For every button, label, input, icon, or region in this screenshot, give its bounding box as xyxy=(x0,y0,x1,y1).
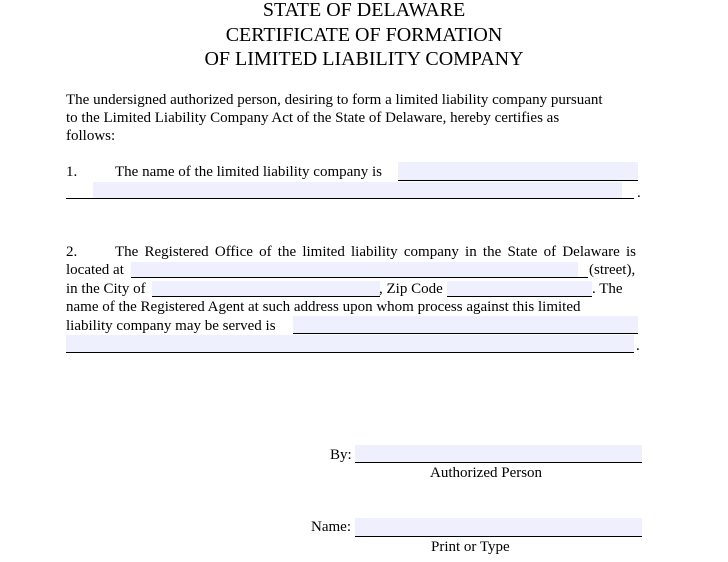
registered-agent-field-2[interactable] xyxy=(66,335,634,352)
city-label: in the City of xyxy=(66,281,146,297)
company-name-field-2[interactable] xyxy=(93,182,622,198)
item1-period: . xyxy=(637,185,641,201)
underline xyxy=(355,536,642,537)
item1-number: 1. xyxy=(66,164,78,180)
authorized-person-field[interactable] xyxy=(355,445,642,463)
street-field[interactable] xyxy=(131,262,578,278)
registered-agent-field[interactable] xyxy=(293,316,638,334)
item2-line4: name of the Registered Agent at such address upon whom process against this limited xyxy=(66,299,581,315)
title-line-3: OF LIMITED LIABILITY COMPANY xyxy=(204,48,524,70)
street-suffix: (street), xyxy=(589,262,636,278)
city-field[interactable] xyxy=(152,281,380,297)
located-at-label: located at xyxy=(66,262,124,278)
print-or-type-caption: Print or Type xyxy=(431,539,510,555)
underline xyxy=(131,277,588,278)
the-text: . The xyxy=(592,281,623,297)
item2-number: 2. xyxy=(66,244,78,260)
underline xyxy=(398,180,638,181)
item1-text: The name of the limited liability company is xyxy=(115,164,383,180)
zip-code-field[interactable] xyxy=(447,281,592,297)
item2-line5: liability company may be served is xyxy=(66,318,276,334)
intro-line-1: The undersigned authorized person, desiring to form a limited liability company pursuant xyxy=(66,92,603,108)
underline xyxy=(152,296,380,297)
item2-period: . xyxy=(636,338,640,354)
print-name-field[interactable] xyxy=(355,518,642,536)
underline xyxy=(66,198,634,199)
authorized-person-caption: Authorized Person xyxy=(430,465,543,481)
company-name-field[interactable] xyxy=(398,162,638,181)
intro-line-3: follows: xyxy=(66,128,116,144)
name-label: Name: xyxy=(311,519,351,535)
by-label: By: xyxy=(330,447,352,463)
item2-line1: The Registered Office of the limited liability company in the State of Delaware is xyxy=(115,244,636,260)
title-line-2: CERTIFICATE OF FORMATION xyxy=(225,24,503,46)
intro-line-2: to the Limited Liability Company Act of the State of Delaware, hereby certifies as xyxy=(66,110,560,126)
underline xyxy=(355,462,642,463)
underline xyxy=(447,296,592,297)
underline xyxy=(293,333,638,334)
zip-label: , Zip Code xyxy=(379,281,443,297)
underline xyxy=(66,352,634,353)
title-line-1: STATE OF DELAWARE xyxy=(262,0,466,21)
